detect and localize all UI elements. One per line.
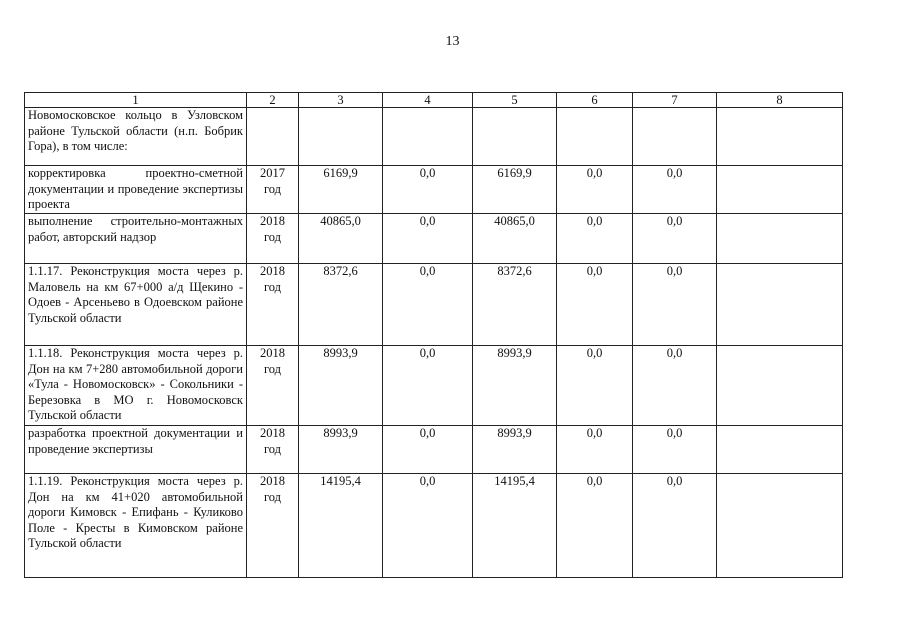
row-col8: [717, 166, 843, 214]
column-header-3: 3: [299, 93, 383, 108]
row-col4: 0,0: [383, 264, 473, 346]
table-row: [25, 214, 843, 264]
row-col4: 0,0: [383, 214, 473, 264]
row-year: 2018 год: [247, 474, 299, 578]
column-header-7: 7: [633, 93, 717, 108]
table-row: [25, 166, 843, 214]
row-col3: 8372,6: [299, 264, 383, 346]
row-col3: 8993,9: [299, 346, 383, 426]
row-col4: 0,0: [383, 346, 473, 426]
row-col3: [299, 108, 383, 166]
table-row: [25, 108, 843, 166]
row-col5: 8993,9: [473, 346, 557, 426]
row-col7: 0,0: [633, 474, 717, 578]
row-col6: 0,0: [557, 214, 633, 264]
row-col4: 0,0: [383, 474, 473, 578]
row-description: 1.1.17. Реконструкция моста через р. Маловель на км 67+000 а/д Щекино - Одоев - Арсеньево в Одоевском районе Тульской области: [25, 264, 247, 346]
row-col3: 40865,0: [299, 214, 383, 264]
row-col4: [383, 108, 473, 166]
row-col5: 40865,0: [473, 214, 557, 264]
row-col7: 0,0: [633, 214, 717, 264]
column-header-2: 2: [247, 93, 299, 108]
row-col6: 0,0: [557, 166, 633, 214]
row-col3: 14195,4: [299, 474, 383, 578]
budget-table: [24, 92, 843, 578]
row-col4: 0,0: [383, 166, 473, 214]
table-row: [25, 264, 843, 346]
row-col8: [717, 346, 843, 426]
column-header-6: 6: [557, 93, 633, 108]
row-col5: 6169,9: [473, 166, 557, 214]
row-col7: 0,0: [633, 166, 717, 214]
row-year: [247, 108, 299, 166]
column-header-8: 8: [717, 93, 843, 108]
table-row: [25, 474, 843, 578]
row-col6: 0,0: [557, 346, 633, 426]
row-col8: [717, 214, 843, 264]
column-header-1: 1: [25, 93, 247, 108]
column-header-5: 5: [473, 93, 557, 108]
row-col5: 14195,4: [473, 474, 557, 578]
page-number: 13: [445, 34, 460, 49]
row-col8: [717, 426, 843, 474]
row-col8: [717, 474, 843, 578]
row-description: 1.1.19. Реконструкция моста через р. Дон на км 41+020 автомобильной дороги Кимовск - Епифань - Куликово Поле - Кресты в Кимовском районе Тульской области: [25, 474, 247, 578]
row-col6: 0,0: [557, 264, 633, 346]
row-col5: [473, 108, 557, 166]
table-row: [25, 426, 843, 474]
row-col7: 0,0: [633, 426, 717, 474]
row-description: Новомосковское кольцо в Узловском районе Тульской области (н.п. Бобрик Гора), в том числе:: [25, 108, 247, 166]
row-description: разработка проектной документации и проведение экспертизы: [25, 426, 247, 474]
row-year: 2018 год: [247, 346, 299, 426]
row-col4: 0,0: [383, 426, 473, 474]
row-col6: 0,0: [557, 426, 633, 474]
row-col6: [557, 108, 633, 166]
header-row: [25, 93, 843, 108]
row-col3: 6169,9: [299, 166, 383, 214]
column-header-4: 4: [383, 93, 473, 108]
row-col7: [633, 108, 717, 166]
row-description: корректировка проектно-сметной документации и проведение экспертизы проекта: [25, 166, 247, 214]
row-description: выполнение строительно-монтажных работ, авторский надзор: [25, 214, 247, 264]
row-year: 2018 год: [247, 264, 299, 346]
row-col3: 8993,9: [299, 426, 383, 474]
row-year: 2018 год: [247, 426, 299, 474]
table-row: [25, 346, 843, 426]
row-col8: [717, 108, 843, 166]
row-year: 2018 год: [247, 214, 299, 264]
row-col6: 0,0: [557, 474, 633, 578]
row-year: 2017 год: [247, 166, 299, 214]
row-col8: [717, 264, 843, 346]
row-description: 1.1.18. Реконструкция моста через р. Дон на км 7+280 автомобильной дороги «Тула - Новомосковск» - Сокольники - Березовка в МО г. Новомосковск Тульской области: [25, 346, 247, 426]
row-col7: 0,0: [633, 264, 717, 346]
row-col5: 8372,6: [473, 264, 557, 346]
row-col5: 8993,9: [473, 426, 557, 474]
row-col7: 0,0: [633, 346, 717, 426]
